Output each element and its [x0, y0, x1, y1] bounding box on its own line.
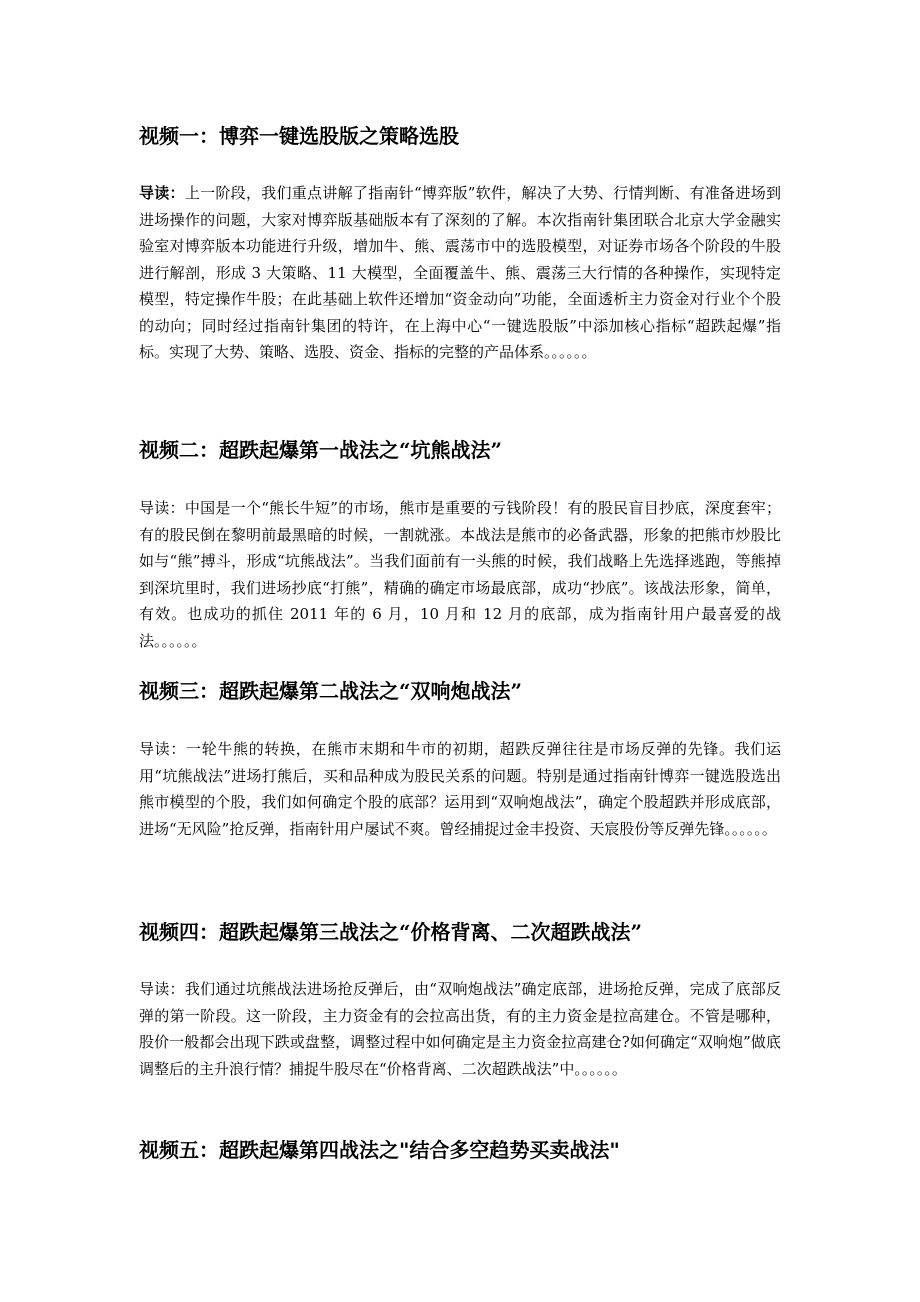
section-intro-video-1: [139, 180, 781, 366]
section-intro-video-4: [139, 976, 781, 1082]
section-title-video-4: 视频四：超跌起爆第三战法之“价格背离、二次超跌战法”: [139, 920, 643, 944]
section-title-video-5: 视频五：超跌起爆第四战法之"结合多空趋势买卖战法": [139, 1138, 620, 1162]
section-intro-video-3: [139, 736, 781, 842]
intro-body-text: 中国是一个“熊长牛短”的市场，熊市是重要的亏钱阶段！有的股民盲目抄底，深度套牢；有的股民倒在黎明前最黑暗的时候，一割就涨。本战法是熊市的必备武器，形象的把熊市炒股比如与“熊”搏斗，形成“坑熊战法”。当我们面前有一头熊的时候，我们战略上先选择逃跑，等熊掉到深坑里时，我们进场抄底“打熊”，精确的确定市场最底部，成功“抄底”。该战法形象，简单，有效。也成功的抓住 2011 年的 6 月，10 月和 12 月的底部，成为指南针用户最喜爱的战法。。。。。。: [139, 499, 781, 650]
intro-lead-label: 导读：: [139, 499, 185, 517]
section-title-video-2: 视频二：超跌起爆第一战法之“坑熊战法”: [139, 438, 503, 462]
intro-body-text: 一轮牛熊的转换，在熊市末期和牛市的初期，超跌反弹往往是市场反弹的先锋。我们运用“坑熊战法”进场打熊后，买和品种成为股民关系的问题。特别是通过指南针博弈一键选股选出熊市模型的个股，我们如何确定个股的底部？运用到“双响炮战法”，确定个股超跌并形成底部，进场“无风险”抢反弹，指南针用户屡试不爽。曾经捕捉过金丰投资、天宸股份等反弹先锋。。。。。。: [139, 740, 781, 838]
intro-lead-label: 导读：: [139, 184, 185, 202]
intro-lead-label: 导读：: [139, 740, 187, 758]
intro-lead-label: 导读：: [139, 980, 185, 998]
intro-body-text: 上一阶段，我们重点讲解了指南针“博弈版”软件，解决了大势、行情判断、有准备进场到进场操作的问题，大家对博弈版基础版本有了深刻的了解。本次指南针集团联合北京大学金融实验室对博弈版本功能进行升级，增加牛、熊、震荡市中的选股模型，对证券市场各个阶段的牛股进行解剖，形成 3 大策略、11 大模型，全面覆盖牛、熊、震荡三大行情的各种操作，实现特定模型，特定操作牛股；在此基础上软件还增加“资金动向”功能，全面透析主力资金对行业个个股的动向；同时经过指南针集团的特许，在上海中心“一键选股版”中添加核心指标“超跌起爆”指标。实现了大势、策略、选股、资金、指标的完整的产品体系。。。。。。: [139, 184, 781, 361]
section-title-video-1: 视频一：博弈一键选股版之策略选股: [139, 124, 459, 148]
intro-body-text: 我们通过坑熊战法进场抢反弹后，由“双响炮战法”确定底部，进场抢反弹，完成了底部反弹的第一阶段。这一阶段，主力资金有的会拉高出货，有的主力资金是拉高建仓。不管是哪种，股价一般都会出现下跌或盘整，调整过程中如何确定是主力资金拉高建仓?如何确定“双响炮”做底调整后的主升浪行情？捕捉牛股尽在“价格背离、二次超跌战法”中。。。。。。: [139, 980, 781, 1078]
section-intro-video-2: [139, 495, 781, 654]
section-title-video-3: 视频三：超跌起爆第二战法之“双响炮战法”: [139, 679, 523, 703]
